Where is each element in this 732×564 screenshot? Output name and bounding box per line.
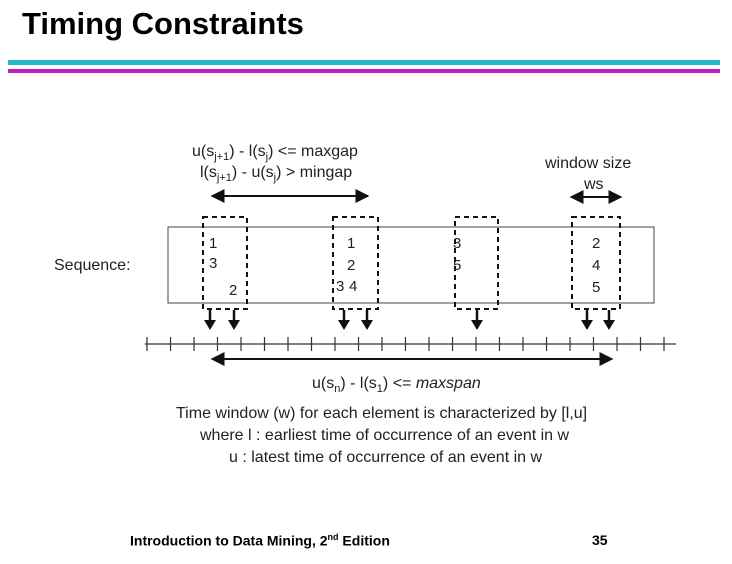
- element-window: [455, 217, 498, 309]
- element-item: 2: [592, 235, 601, 252]
- ws-label: ws: [584, 176, 604, 193]
- element-item: 5: [453, 257, 462, 274]
- element-item: 2: [347, 257, 356, 274]
- element-item: 3: [453, 235, 462, 252]
- down-arrow-icon: [471, 310, 483, 330]
- footer-book-sup: nd: [327, 532, 339, 542]
- window-size-label: window size: [545, 155, 632, 172]
- element-item: 3: [336, 278, 345, 295]
- page-number: 35: [592, 532, 608, 548]
- event-arrows: [204, 310, 615, 330]
- element-item: 2: [229, 282, 238, 299]
- down-arrow-icon: [204, 310, 216, 330]
- time-window-line3: u : latest time of occurrence of an event in w: [229, 449, 543, 466]
- time-window-line1: Time window (w) for each element is characterized by [l,u]: [176, 405, 588, 422]
- footer-book-title: [130, 532, 390, 549]
- down-arrow-icon: [361, 310, 373, 330]
- element-item: 4: [349, 278, 358, 295]
- mingap-constraint: $l(s_{j+1}) - u(s_j)$ > mingap: [200, 164, 353, 184]
- footer-book-suffix: Edition: [338, 532, 390, 549]
- element-item: 5: [592, 279, 601, 296]
- maxgap-constraint: $u(s_{j+1}) - l(s_j)$ <= maxgap: [192, 143, 358, 163]
- slide-title: Timing Constraints: [22, 6, 304, 41]
- down-arrow-icon: [581, 310, 593, 330]
- element-item: 3: [209, 255, 218, 272]
- element-window: [333, 217, 378, 309]
- maxspan-constraint: $u(s_n) - l(s_1)$ <= maxspan: [312, 375, 481, 395]
- element-item: 1: [209, 235, 218, 252]
- down-arrow-icon: [603, 310, 615, 330]
- element-item: 1: [347, 235, 356, 252]
- down-arrow-icon: [228, 310, 240, 330]
- down-arrow-icon: [338, 310, 350, 330]
- time-window-line2: where l : earliest time of occurrence of an event in w: [200, 427, 570, 444]
- sequence-label: Sequence:: [54, 257, 131, 274]
- footer-book-main: Introduction to Data Mining, 2: [130, 532, 328, 549]
- element-item: 4: [592, 257, 601, 274]
